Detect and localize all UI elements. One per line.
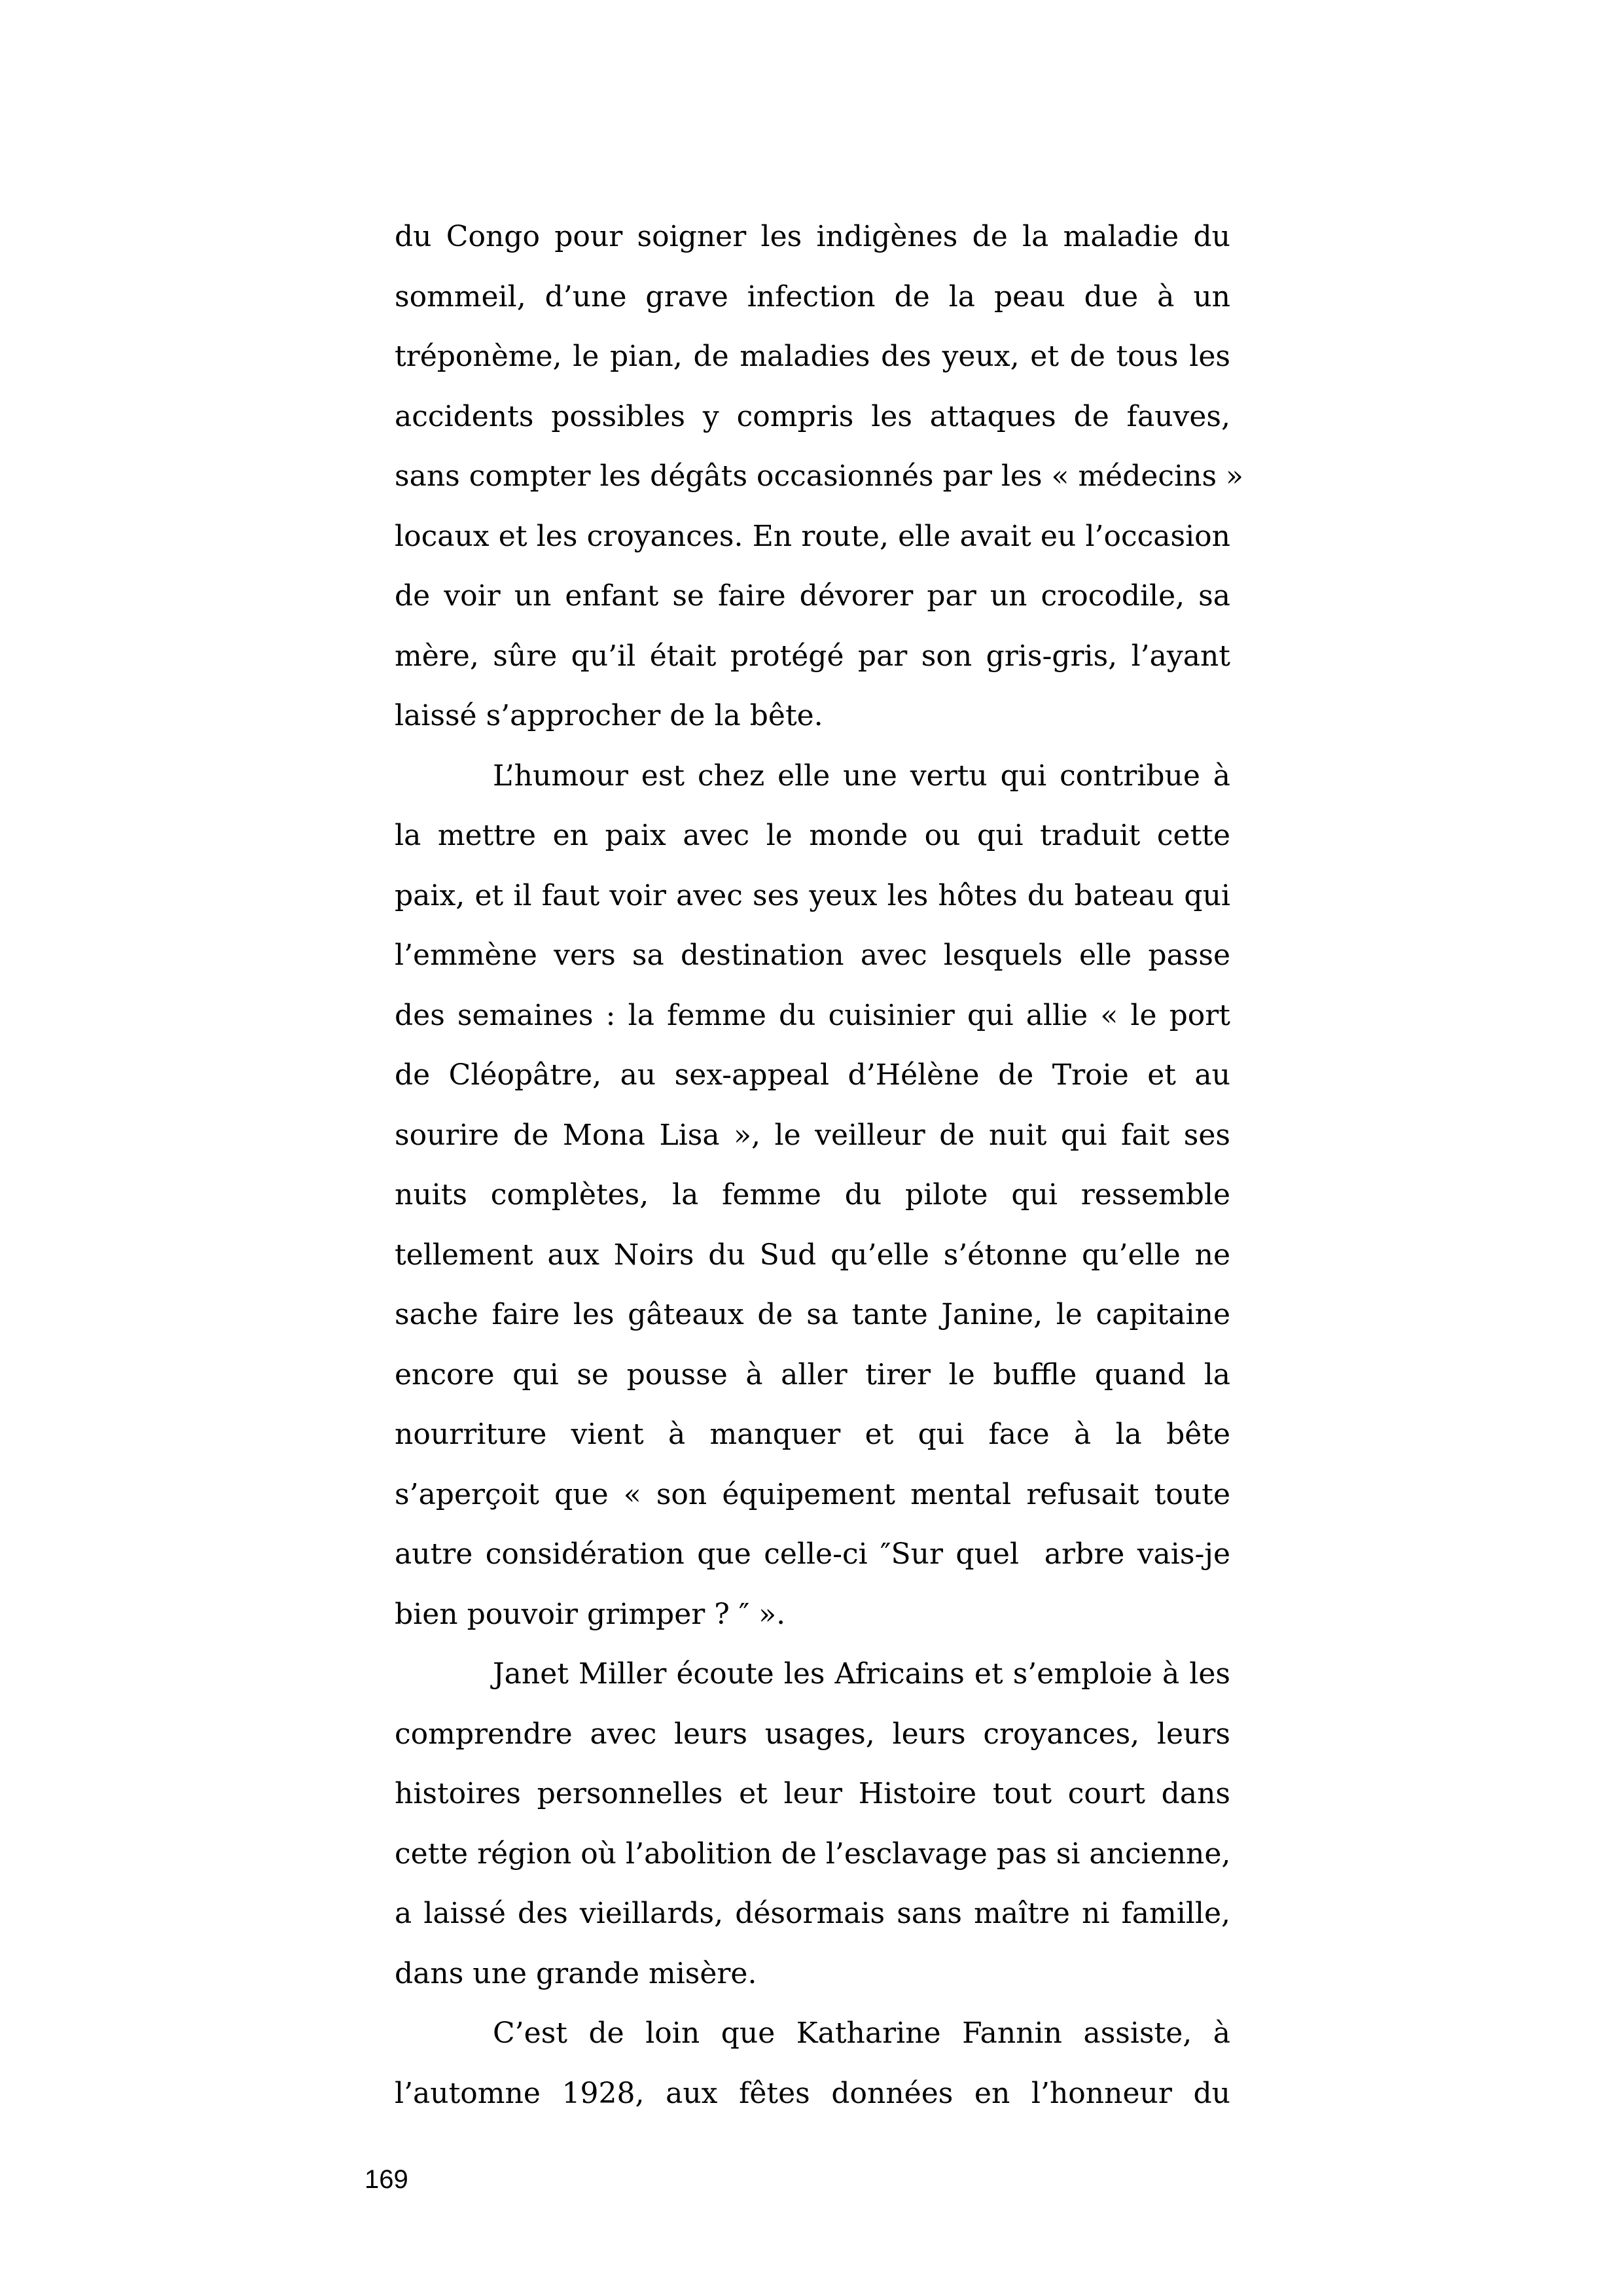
text-line: du Congo pour soigner les indigènes de la maladie du bbox=[395, 220, 1230, 253]
paragraph bbox=[395, 1644, 1230, 2003]
text-line: sourire de Mona Lisa », le veilleur de nuit qui fait ses bbox=[395, 1118, 1230, 1152]
text-line: nourriture vient à manquer et qui face à la bête bbox=[395, 1418, 1230, 1451]
text-line: laissé s’approcher de la bête. bbox=[395, 699, 823, 732]
text-line: L’humour est chez elle une vertu qui contribue à bbox=[493, 759, 1230, 793]
text-line: locaux et les croyances. En route, elle avait eu l’occasion bbox=[395, 519, 1230, 553]
text-line: dans une grande misère. bbox=[395, 1956, 757, 1990]
text-line: l’automne 1928, aux fêtes données en l’honneur du bbox=[395, 2076, 1230, 2110]
text-line: Janet Miller écoute les Africains et s’emploie à les bbox=[493, 1657, 1230, 1691]
text-line: histoires personnelles et leur Histoire tout court dans bbox=[395, 1777, 1230, 1810]
text-line: de voir un enfant se faire dévorer par un crocodile, sa bbox=[395, 579, 1230, 613]
text-line: des semaines : la femme du cuisinier qui allie « le port bbox=[395, 998, 1230, 1032]
text-line: sache faire les gâteaux de sa tante Janine, le capitaine bbox=[395, 1298, 1230, 1331]
paragraph bbox=[395, 207, 1243, 746]
text-line: comprendre avec leurs usages, leurs croyances, leurs bbox=[395, 1717, 1230, 1751]
text-line: s’aperçoit que « son équipement mental refusait toute bbox=[395, 1477, 1230, 1511]
text-line: nuits complètes, la femme du pilote qui ressemble bbox=[395, 1178, 1230, 1211]
paragraph bbox=[395, 2003, 1230, 2123]
text-line: C’est de loin que Katharine Fannin assiste, à bbox=[493, 2017, 1230, 2050]
text-line: la mettre en paix avec le monde ou qui traduit cette bbox=[395, 819, 1230, 852]
text-line: paix, et il faut voir avec ses yeux les hôtes du bateau qui bbox=[395, 878, 1230, 912]
body-text bbox=[395, 207, 1243, 2123]
text-line: tellement aux Noirs du Sud qu’elle s’étonne qu’elle ne bbox=[395, 1238, 1230, 1272]
text-line: autre considération que celle-ci ″Sur quel arbre vais-je bbox=[395, 1537, 1230, 1571]
text-line: cette région où l’abolition de l’esclavage pas si ancienne, bbox=[395, 1837, 1231, 1871]
text-line: bien pouvoir grimper ? ″ ». bbox=[395, 1597, 786, 1631]
text-line: de Cléopâtre, au sex-appeal d’Hélène de Troie et au bbox=[395, 1058, 1230, 1092]
text-line: l’emmène vers sa destination avec lesquels elle passe bbox=[395, 939, 1230, 972]
page-number: 169 bbox=[365, 2165, 408, 2194]
text-line: tréponème, le pian, de maladies des yeux, et de tous les bbox=[395, 340, 1230, 373]
text-line: sans compter les dégâts occasionnés par les « médecins » bbox=[395, 459, 1243, 493]
text-line: accidents possibles y compris les attaques de fauves, bbox=[395, 399, 1230, 433]
text-line: sommeil, d’une grave infection de la peau due à un bbox=[395, 279, 1230, 314]
text-line: mère, sûre qu’il était protégé par son gris-gris, l’ayant bbox=[395, 639, 1230, 673]
paragraph bbox=[395, 746, 1230, 1645]
text-line: a laissé des vieillards, désormais sans maître ni famille, bbox=[395, 1897, 1230, 1930]
text-line: encore qui se pousse à aller tirer le buffle quand la bbox=[395, 1357, 1230, 1391]
